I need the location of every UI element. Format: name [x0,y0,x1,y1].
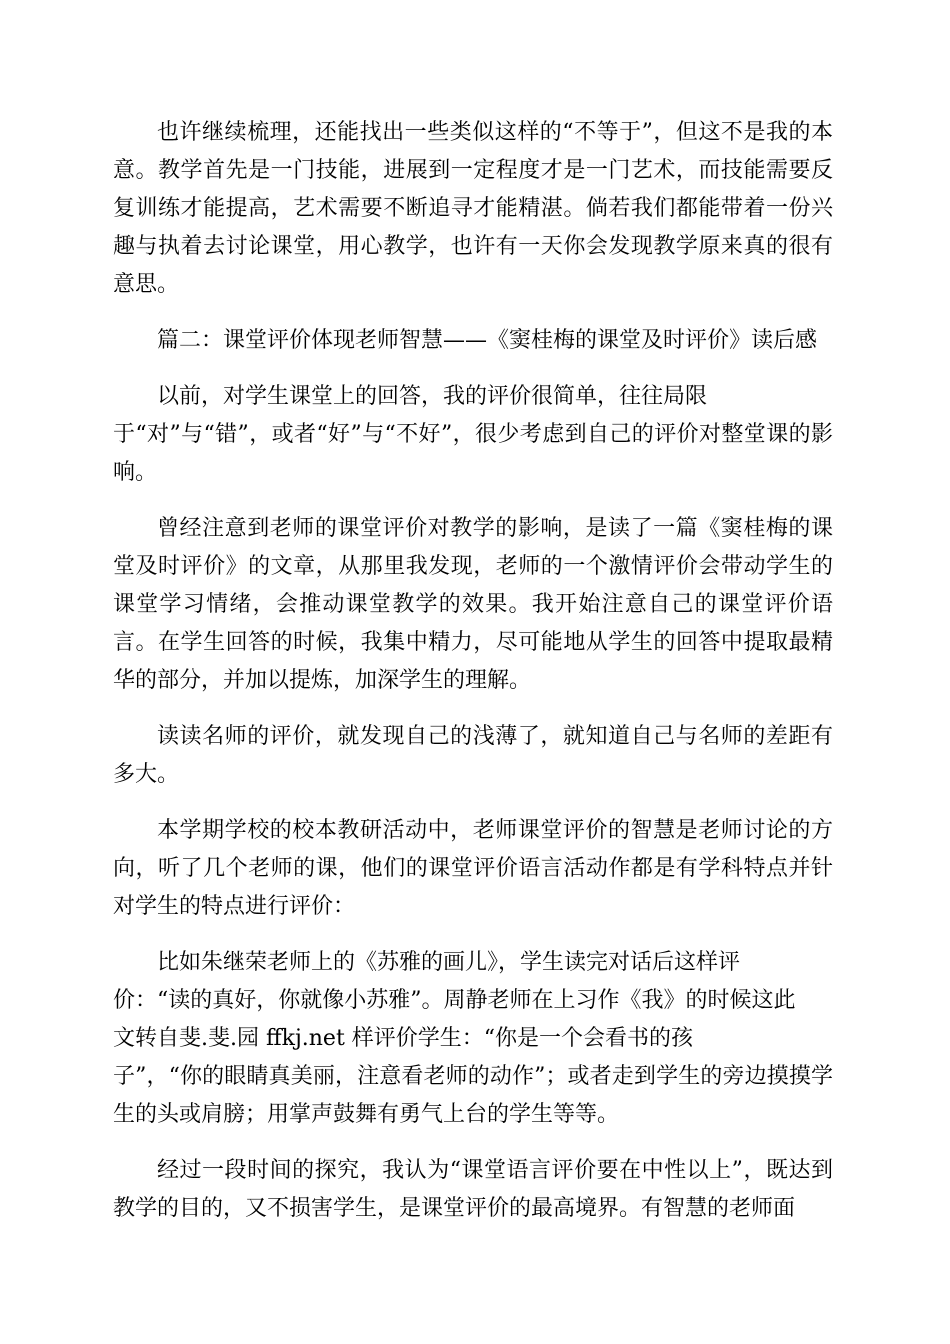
paragraph-3 [113,378,833,492]
paragraph-7-line-3: 文转自斐.斐.园 ffkj.net 样评价学生：“你是一个会看书的孩 [113,1026,694,1051]
paragraph-7-line-2: 价：“读的真好，你就像小苏雅”。周静老师在上习作《我》的时候这此 [113,988,796,1013]
paragraph-3-rest: 于“对”与“错”，或者“好”与“不好”，很少考虑到自己的评价对整堂课的影响。 [113,422,833,485]
paragraph-6: 本学期学校的校本教研活动中，老师课堂评价的智慧是老师讨论的方向，听了几个老师的课，他们的课堂评价语言活动作都是有学科特点并针对学生的特点进行评价： [113,818,833,919]
paragraph-3-first-line: 以前，对学生课堂上的回答，我的评价很简单，往往局限 [157,384,708,409]
paragraph-7 [113,944,833,1134]
document-body [113,114,833,1246]
paragraph-1: 也许继续梳理，还能找出一些类似这样的“不等于”，但这不是我的本意。教学首先是一门技能，进展到一定程度才是一门艺术，而技能需要反复训练才能提高，艺术需要不断追寻才能精湛。倘若我们都能带着一份兴趣与执着去讨论课堂，用心教学，也许有一天你会发现教学原来真的很有意思。 [113,120,833,297]
paragraph-8: 经过一段时间的探究，我认为“课堂语言评价要在中性以上”，既达到教学的目的，又不损害学生，是课堂评价的最高境界。有智慧的老师面 [113,1158,833,1221]
paragraph-5: 读读名师的评价，就发现自己的浅薄了，就知道自己与名师的差距有多大。 [113,724,833,787]
paragraph-7-line-4: 子”，“你的眼睛真美丽，注意看老师的动作”；或者走到学生的旁边摸摸学生的头或肩膀；用掌声鼓舞有勇气上台的学生等等。 [113,1064,833,1127]
section-heading: 篇二：课堂评价体现老师智慧——《窦桂梅的课堂及时评价》读后感 [157,328,818,353]
paragraph-4: 曾经注意到老师的课堂评价对教学的影响，是读了一篇《窦桂梅的课堂及时评价》的文章，从那里我发现，老师的一个激情评价会带动学生的课堂学习情绪，会推动课堂教学的效果。我开始注意自己的课堂评价语言。在学生回答的时候，我集中精力，尽可能地从学生的回答中提取最精华的部分，并加以提炼，加深学生的理解。 [113,516,833,693]
paragraph-7-line-1: 比如朱继荣老师上的《苏雅的画儿》，学生读完对话后这样评 [157,950,741,975]
